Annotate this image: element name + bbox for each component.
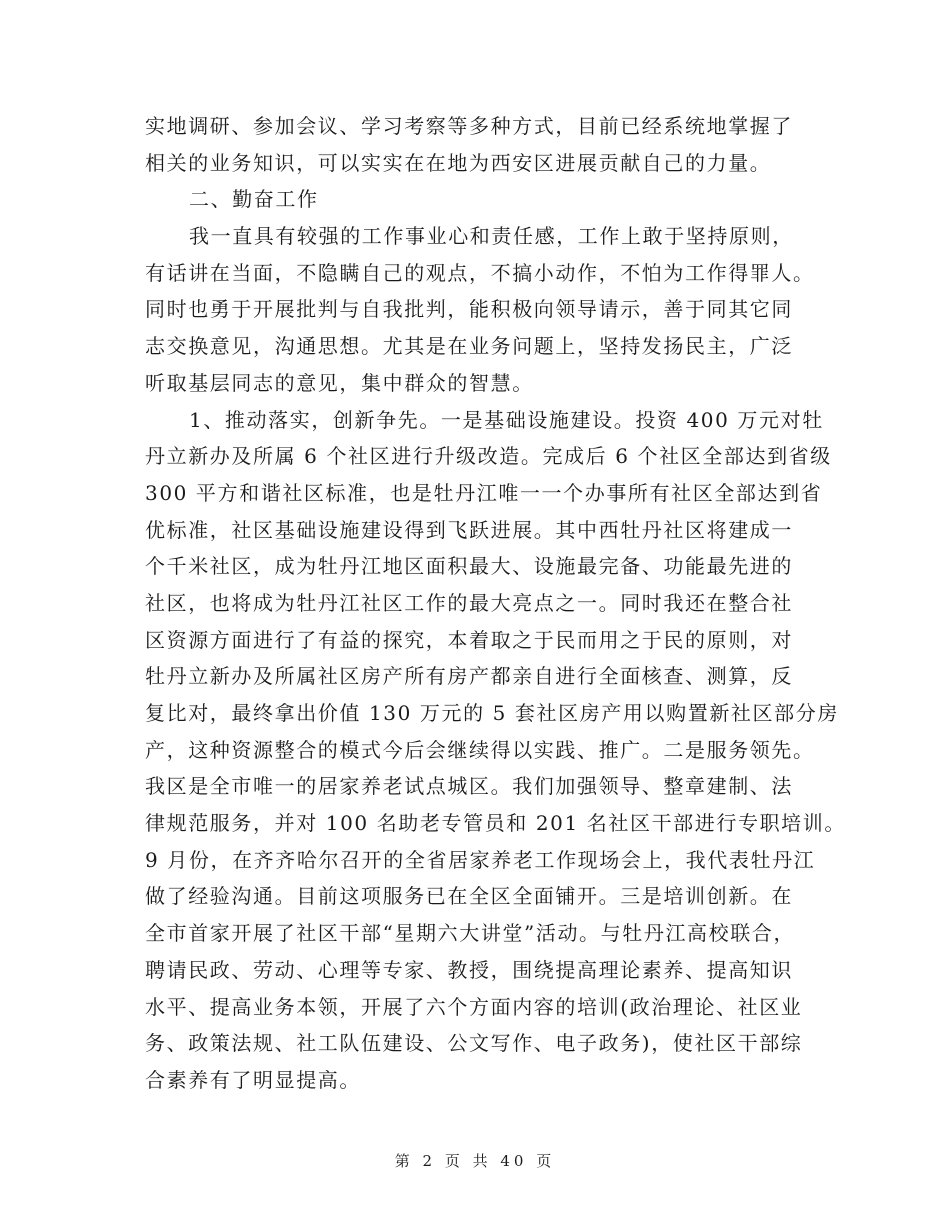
document-body bbox=[145, 108, 846, 1099]
paragraph-line: 做了经验沟通。目前这项服务已在全区全面铺开。三是培训创新。在 bbox=[145, 884, 793, 909]
paragraph-line: 全市首家开展了社区干部“星期六大讲堂”活动。与牡丹江高校联合， bbox=[145, 921, 796, 946]
section-heading: 二、勤奋工作 bbox=[189, 187, 319, 212]
paragraph-line: 丹立新办及所属 6 个社区进行升级改造。完成后 6 个社区全部达到省级 bbox=[145, 444, 832, 469]
paragraph-line: 我区是全市唯一的居家养老试点城区。我们加强领导、整章建制、法 bbox=[145, 774, 793, 799]
paragraph-line: 志交换意见，沟通思想。尤其是在业务问题上，坚持发扬民主，广泛 bbox=[145, 334, 793, 359]
paragraph-line: 有话讲在当面，不隐瞒自己的观点，不搞小动作，不怕为工作得罪人。 bbox=[145, 260, 815, 285]
paragraph-line: 实地调研、参加会议、学习考察等多种方式，目前已经系统地掌握了 bbox=[145, 114, 793, 138]
paragraph-line: 社区，也将成为牡丹江社区工作的最大亮点之一。同时我还在整合社 bbox=[145, 590, 793, 615]
paragraph-line: 1、推动落实，创新争先。一是基础设施建设。投资 400 万元对牡 bbox=[189, 407, 824, 432]
paragraph-line: 同时也勇于开展批判与自我批判，能积极向领导请示，善于同其它同 bbox=[145, 297, 793, 322]
paragraph-line: 300 平方和谐社区标准，也是牡丹江唯一一个办事所有社区全部达到省 bbox=[145, 480, 823, 505]
paragraph-line: 听取基层同志的意见，集中群众的智慧。 bbox=[145, 370, 534, 395]
paragraph-line: 复比对，最终拿出价值 130 万元的 5 套社区房产用以购置新社区部分房 bbox=[145, 701, 839, 725]
paragraph-line: 9 月份，在齐齐哈尔召开的全省居家养老工作现场会上，我代表牡丹江 bbox=[145, 847, 816, 872]
paragraph-line: 优标准，社区基础设施建设得到飞跃进展。其中西牡丹社区将建成一 bbox=[145, 517, 793, 542]
paragraph-line: 我一直具有较强的工作事业心和责任感，工作上敢于坚持原则， bbox=[189, 224, 794, 249]
paragraph-line: 个千米社区，成为牡丹江地区面积最大、设施最完备、功能最先进的 bbox=[145, 554, 793, 579]
paragraph-line: 产，这种资源整合的模式今后会继续得以实践、推广。二是服务领先。 bbox=[145, 737, 815, 762]
paragraph-line: 律规范服务，并对 100 名助老专管员和 201 名社区干部进行专职培训。 bbox=[145, 811, 846, 836]
paragraph-line: 区资源方面进行了有益的探究，本着取之于民而用之于民的原则，对 bbox=[145, 627, 793, 652]
page-number-footer: 第 2 页 共 40 页 bbox=[394, 1152, 556, 1170]
paragraph-line: 合素养有了明显提高。 bbox=[145, 1067, 361, 1092]
paragraph-line: 相关的业务知识，可以实实在在地为西安区进展贡献自己的力量。 bbox=[145, 150, 772, 175]
paragraph-line: 水平、提高业务本领，开展了六个方面内容的培训(政治理论、社区业 bbox=[145, 994, 803, 1019]
paragraph-line: 务、政策法规、社工队伍建设、公文写作、电子政务)，使社区干部综 bbox=[145, 1031, 803, 1056]
paragraph-line: 聘请民政、劳动、心理等专家、教授，围绕提高理论素养、提高知识 bbox=[145, 957, 793, 982]
paragraph-line: 牡丹立新办及所属社区房产所有房产都亲自进行全面核查、测算，反 bbox=[145, 664, 793, 689]
